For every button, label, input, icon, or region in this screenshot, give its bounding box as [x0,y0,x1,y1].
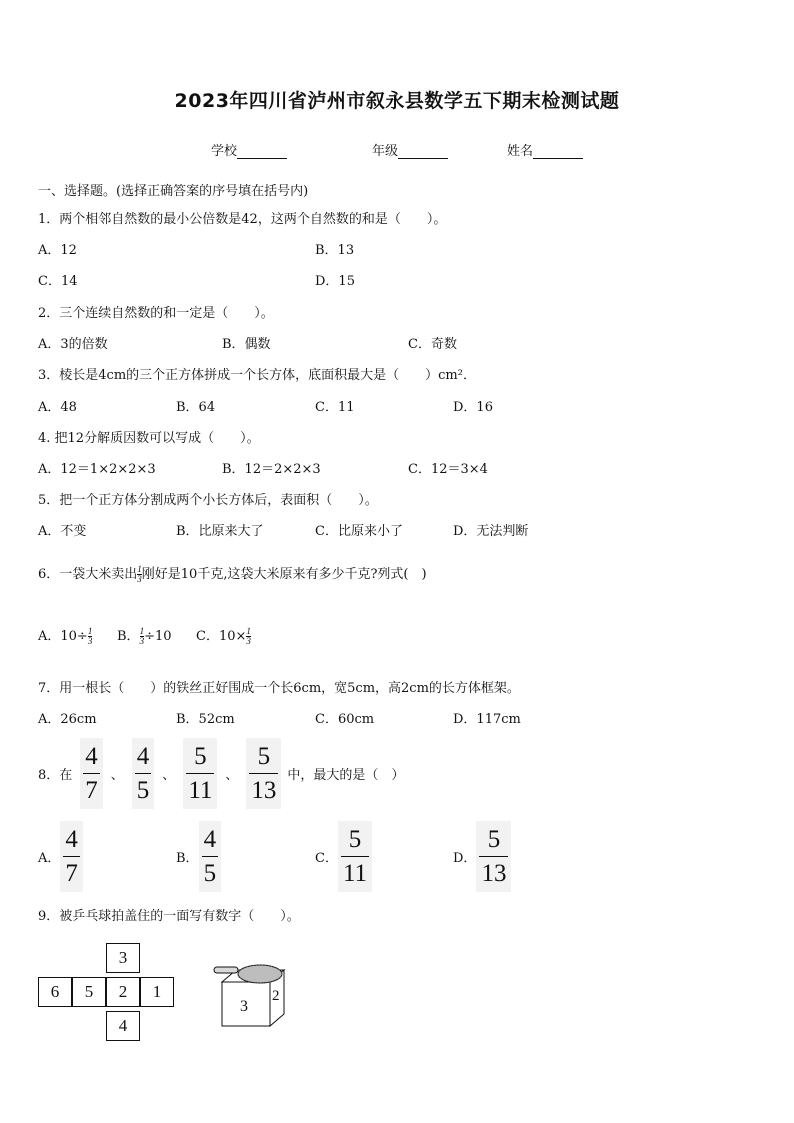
cube-side-number: 2 [272,988,280,1004]
q2-option-a[interactable]: A．3的倍数 [38,337,108,352]
q4-option-c[interactable]: C．12＝3×4 [408,462,488,477]
net-cell-bottom: 4 [106,1011,140,1041]
q8-option-c[interactable]: C． $\frac{5}{11}$ [315,825,372,887]
q2-option-c[interactable]: C．奇数 [408,337,457,352]
cube-with-paddle [212,960,292,1035]
name-blank[interactable] [533,145,583,159]
q3-option-c[interactable]: C．11 [315,400,355,415]
net-cell-left: 6 [38,977,72,1007]
school-field[interactable] [211,140,287,159]
grade-blank[interactable] [398,145,448,159]
q5-option-d[interactable]: D．无法判断 [453,524,529,539]
q3-option-d[interactable]: D．16 [453,400,493,415]
question-2: 2．三个连续自然数的和一定是（ ）。 [38,306,274,321]
cube-front-number: 3 [240,998,248,1015]
q3-option-a[interactable]: A．48 [38,400,77,415]
net-cell-top: 3 [106,943,140,973]
school-label: 学校 [211,144,238,159]
question-9: 9．被乒乓球拍盖住的一面写有数字（ ）。 [38,909,300,924]
grade-field[interactable] [372,140,448,159]
school-blank[interactable] [237,145,287,159]
q3-option-b[interactable]: B．64 [176,400,216,415]
name-field[interactable] [507,140,583,159]
q8-option-d[interactable]: D． $\frac{5}{13}$ [453,825,511,887]
net-cell-right: 1 [140,977,174,1007]
q6-text-post: 刚好是10千克,这袋大米原来有多少千克?列式( ) [141,567,427,582]
question-1: 1．两个相邻自然数的最小公倍数是42，这两个自然数的和是（ ）。 [38,212,447,227]
net-cell-center: 2 [106,977,140,1007]
q8-fraction-3: $\frac{5}{11}$ [183,738,217,809]
question-3: 3．棱长是4cm的三个正方体拼成一个长方体，底面积最大是（ ）cm²． [38,368,476,383]
q7-option-b[interactable]: B．52cm [176,712,235,727]
q7-option-d[interactable]: D．117cm [453,712,521,727]
grade-label: 年级 [372,144,399,159]
q8-text-post: 中，最大的是（ ） [287,767,405,783]
q1-option-c[interactable]: C．14 [38,274,78,289]
section-heading: 一、选择题。(选择正确答案的序号填在括号内) [38,184,309,199]
q7-option-a[interactable]: A．26cm [38,712,97,727]
q8-text-pre: 8．在 [38,767,73,783]
q6-option-a[interactable]: A．10÷ $\frac{1}{3}$ [38,626,93,646]
page-title: 2023年四川省泸州市叙永县数学五下期末检测试题 [174,90,620,112]
q5-option-c[interactable]: C．比原来小了 [315,524,403,539]
q5-option-b[interactable]: B．比原来大了 [176,524,264,539]
q8-option-a[interactable]: A． $\frac{4}{7}$ [38,825,83,887]
question-6 [38,563,427,584]
q1-option-a[interactable]: A．12 [38,243,77,258]
q5-option-a[interactable]: A．不变 [38,524,87,539]
q2-option-b[interactable]: B．偶数 [222,337,271,352]
question-4: 4. 把12分解质因数可以写成（ ）。 [38,431,260,446]
q4-option-b[interactable]: B．12＝2×2×3 [222,462,321,477]
q8-fraction-4: $\frac{5}{13}$ [246,738,281,809]
q4-option-a[interactable]: A．12＝1×2×2×3 [38,462,156,477]
question-8: 8．在 $\frac{4}{7}$ 、 $\frac{4}{5}$ 、 $\frac{5}{11}$ 、 $\frac{5}{13}$ 中，最大的是（ ） [38,742,404,804]
q6-option-c[interactable]: C．10× $\frac{1}{3}$ [196,626,251,646]
q8-option-b[interactable]: B． $\frac{4}{5}$ [176,825,221,887]
q6-fraction: $\frac{1}{3}$ [137,564,142,584]
q8-fraction-2: $\frac{4}{5}$ [132,738,155,809]
q8-fraction-1: $\frac{4}{7}$ [80,738,103,809]
q1-option-b[interactable]: B．13 [315,243,355,258]
q7-option-c[interactable]: C．60cm [315,712,375,727]
q6-text-pre: 6．一袋大米卖出 [38,567,138,582]
cube-paddle-illustration [212,960,292,1035]
question-7: 7．用一根长（ ）的铁丝正好围成一个长6cm，宽5cm，高2cm的长方体框架。 [38,681,520,696]
name-label: 姓名 [507,144,534,159]
q6-option-b[interactable]: B． $\frac{1}{3}$ ÷10 [117,626,172,646]
net-cell-mid-left: 5 [72,977,106,1007]
question-5: 5．把一个正方体分割成两个小长方体后，表面积（ ）。 [38,493,378,508]
q1-option-d[interactable]: D．15 [315,274,355,289]
cube-net [38,943,178,1043]
